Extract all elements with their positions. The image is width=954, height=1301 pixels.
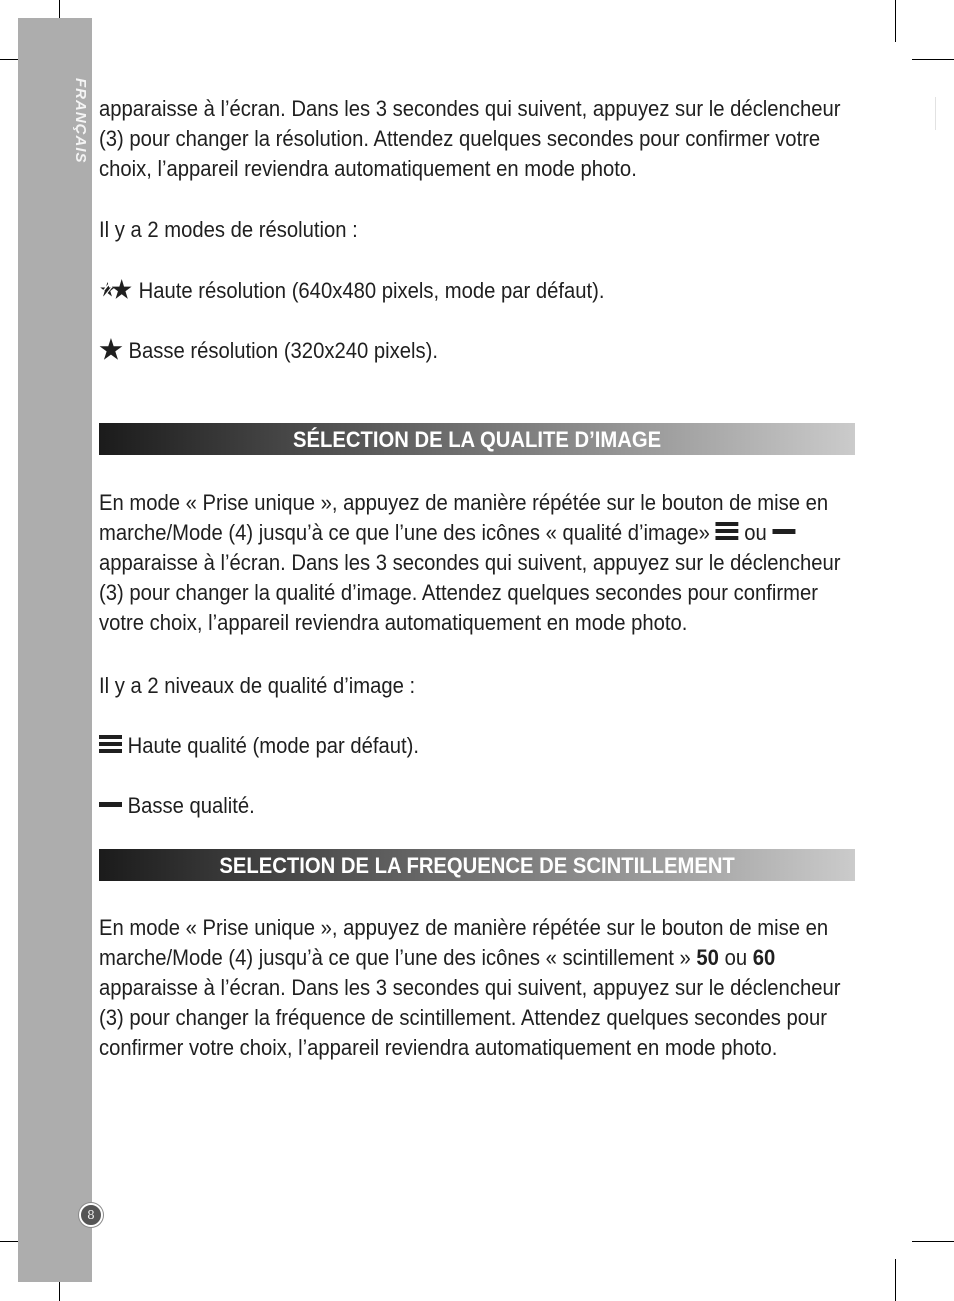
resolution-modes: [99, 215, 859, 245]
paragraph-line: apparaisse à l’écran. Dans les 3 secondes qui suivent, appuyez sur le déclencheur: [99, 550, 841, 575]
line-text: marche/Mode (4) jusqu’à ce que l’une des icônes « scintillement »: [99, 945, 691, 970]
paragraph-line: (3) pour changer la qualité d’image. Attendez quelques secondes pour confirmer: [99, 580, 818, 605]
line-text: marche/Mode (4) jusqu’à ce que l’une des icônes « qualité d’image»: [99, 520, 710, 545]
quality-levels-intro: Il y a 2 niveaux de qualité d’image :: [99, 673, 416, 698]
resolution-modes-intro: Il y a 2 modes de résolution :: [99, 217, 358, 242]
language-label: FRANÇAIS: [72, 78, 89, 164]
paragraph-line: confirmer votre choix, l’appareil reviendra automatiquement en mode photo.: [99, 1035, 778, 1060]
image-quality-heading-bar: [99, 423, 855, 455]
crop-mark-bottom-right-horizontal: [912, 1241, 954, 1242]
page-number-badge: 8: [79, 1203, 103, 1227]
flicker-heading: SELECTION DE LA FREQUENCE DE SCINTILLEMENT: [219, 853, 735, 878]
single-bar-icon: [772, 522, 795, 540]
paragraph-line: choix, l’appareil reviendra automatiquement en mode photo.: [99, 156, 637, 181]
image-quality-instructions: [99, 488, 859, 638]
triple-bar-icon: [716, 522, 739, 540]
image-quality-levels: [99, 671, 859, 701]
triple-bar-icon: [99, 735, 122, 753]
language-sidebar: [18, 18, 92, 1282]
option-line: [99, 336, 798, 366]
high-resolution-option: [99, 276, 859, 306]
low-quality-label: Basse qualité.: [127, 793, 255, 818]
paragraph-line: [99, 943, 798, 973]
option-line: [99, 731, 798, 761]
high-resolution-label: Haute résolution (640x480 pixels, mode par défaut).: [138, 278, 605, 303]
low-quality-option: [99, 791, 859, 821]
paragraph-line: votre choix, l’appareil reviendra automatiquement en mode photo.: [99, 610, 688, 635]
image-quality-heading: SÉLECTION DE LA QUALITE D’IMAGE: [292, 427, 662, 452]
conjunction-text: ou: [724, 945, 748, 970]
star-icon: [99, 337, 123, 361]
flicker-instructions: [99, 913, 859, 1063]
option-line: [99, 276, 798, 306]
flicker-50hz-value: 50: [696, 945, 719, 970]
paragraph-line: apparaisse à l’écran. Dans les 3 secondes qui suivent, appuyez sur le déclencheur: [99, 96, 841, 121]
double-star-icon: [99, 278, 133, 300]
crop-mark-bottom-right-vertical: [895, 1259, 896, 1301]
low-resolution-option: [99, 336, 859, 366]
paragraph-line: En mode « Prise unique », appuyez de manière répétée sur le bouton de mise en: [99, 915, 829, 940]
crop-mark-top-right-vertical: [895, 0, 896, 42]
paragraph-line: (3) pour changer la fréquence de scintillement. Attendez quelques secondes pour: [99, 1005, 827, 1030]
single-bar-icon: [99, 795, 122, 813]
conjunction-text: ou: [744, 520, 767, 545]
flicker-heading-bar: [99, 849, 855, 881]
paragraph-line: [99, 518, 798, 548]
paragraph-line: apparaisse à l’écran. Dans les 3 secondes qui suivent, appuyez sur le déclencheur: [99, 975, 841, 1000]
low-resolution-label: Basse résolution (320x240 pixels).: [128, 338, 438, 363]
paragraph-line: En mode « Prise unique », appuyez de manière répétée sur le bouton de mise en: [99, 490, 829, 515]
option-line: [99, 791, 798, 821]
high-quality-option: [99, 731, 859, 761]
flicker-60hz-value: 60: [752, 945, 776, 970]
resolution-instructions: [99, 94, 859, 184]
margin-mark: [935, 97, 936, 130]
paragraph-line: (3) pour changer la résolution. Attendez quelques secondes pour confirmer votre: [99, 126, 821, 151]
crop-mark-top-right-horizontal: [912, 59, 954, 60]
high-quality-label: Haute qualité (mode par défaut).: [127, 733, 420, 758]
